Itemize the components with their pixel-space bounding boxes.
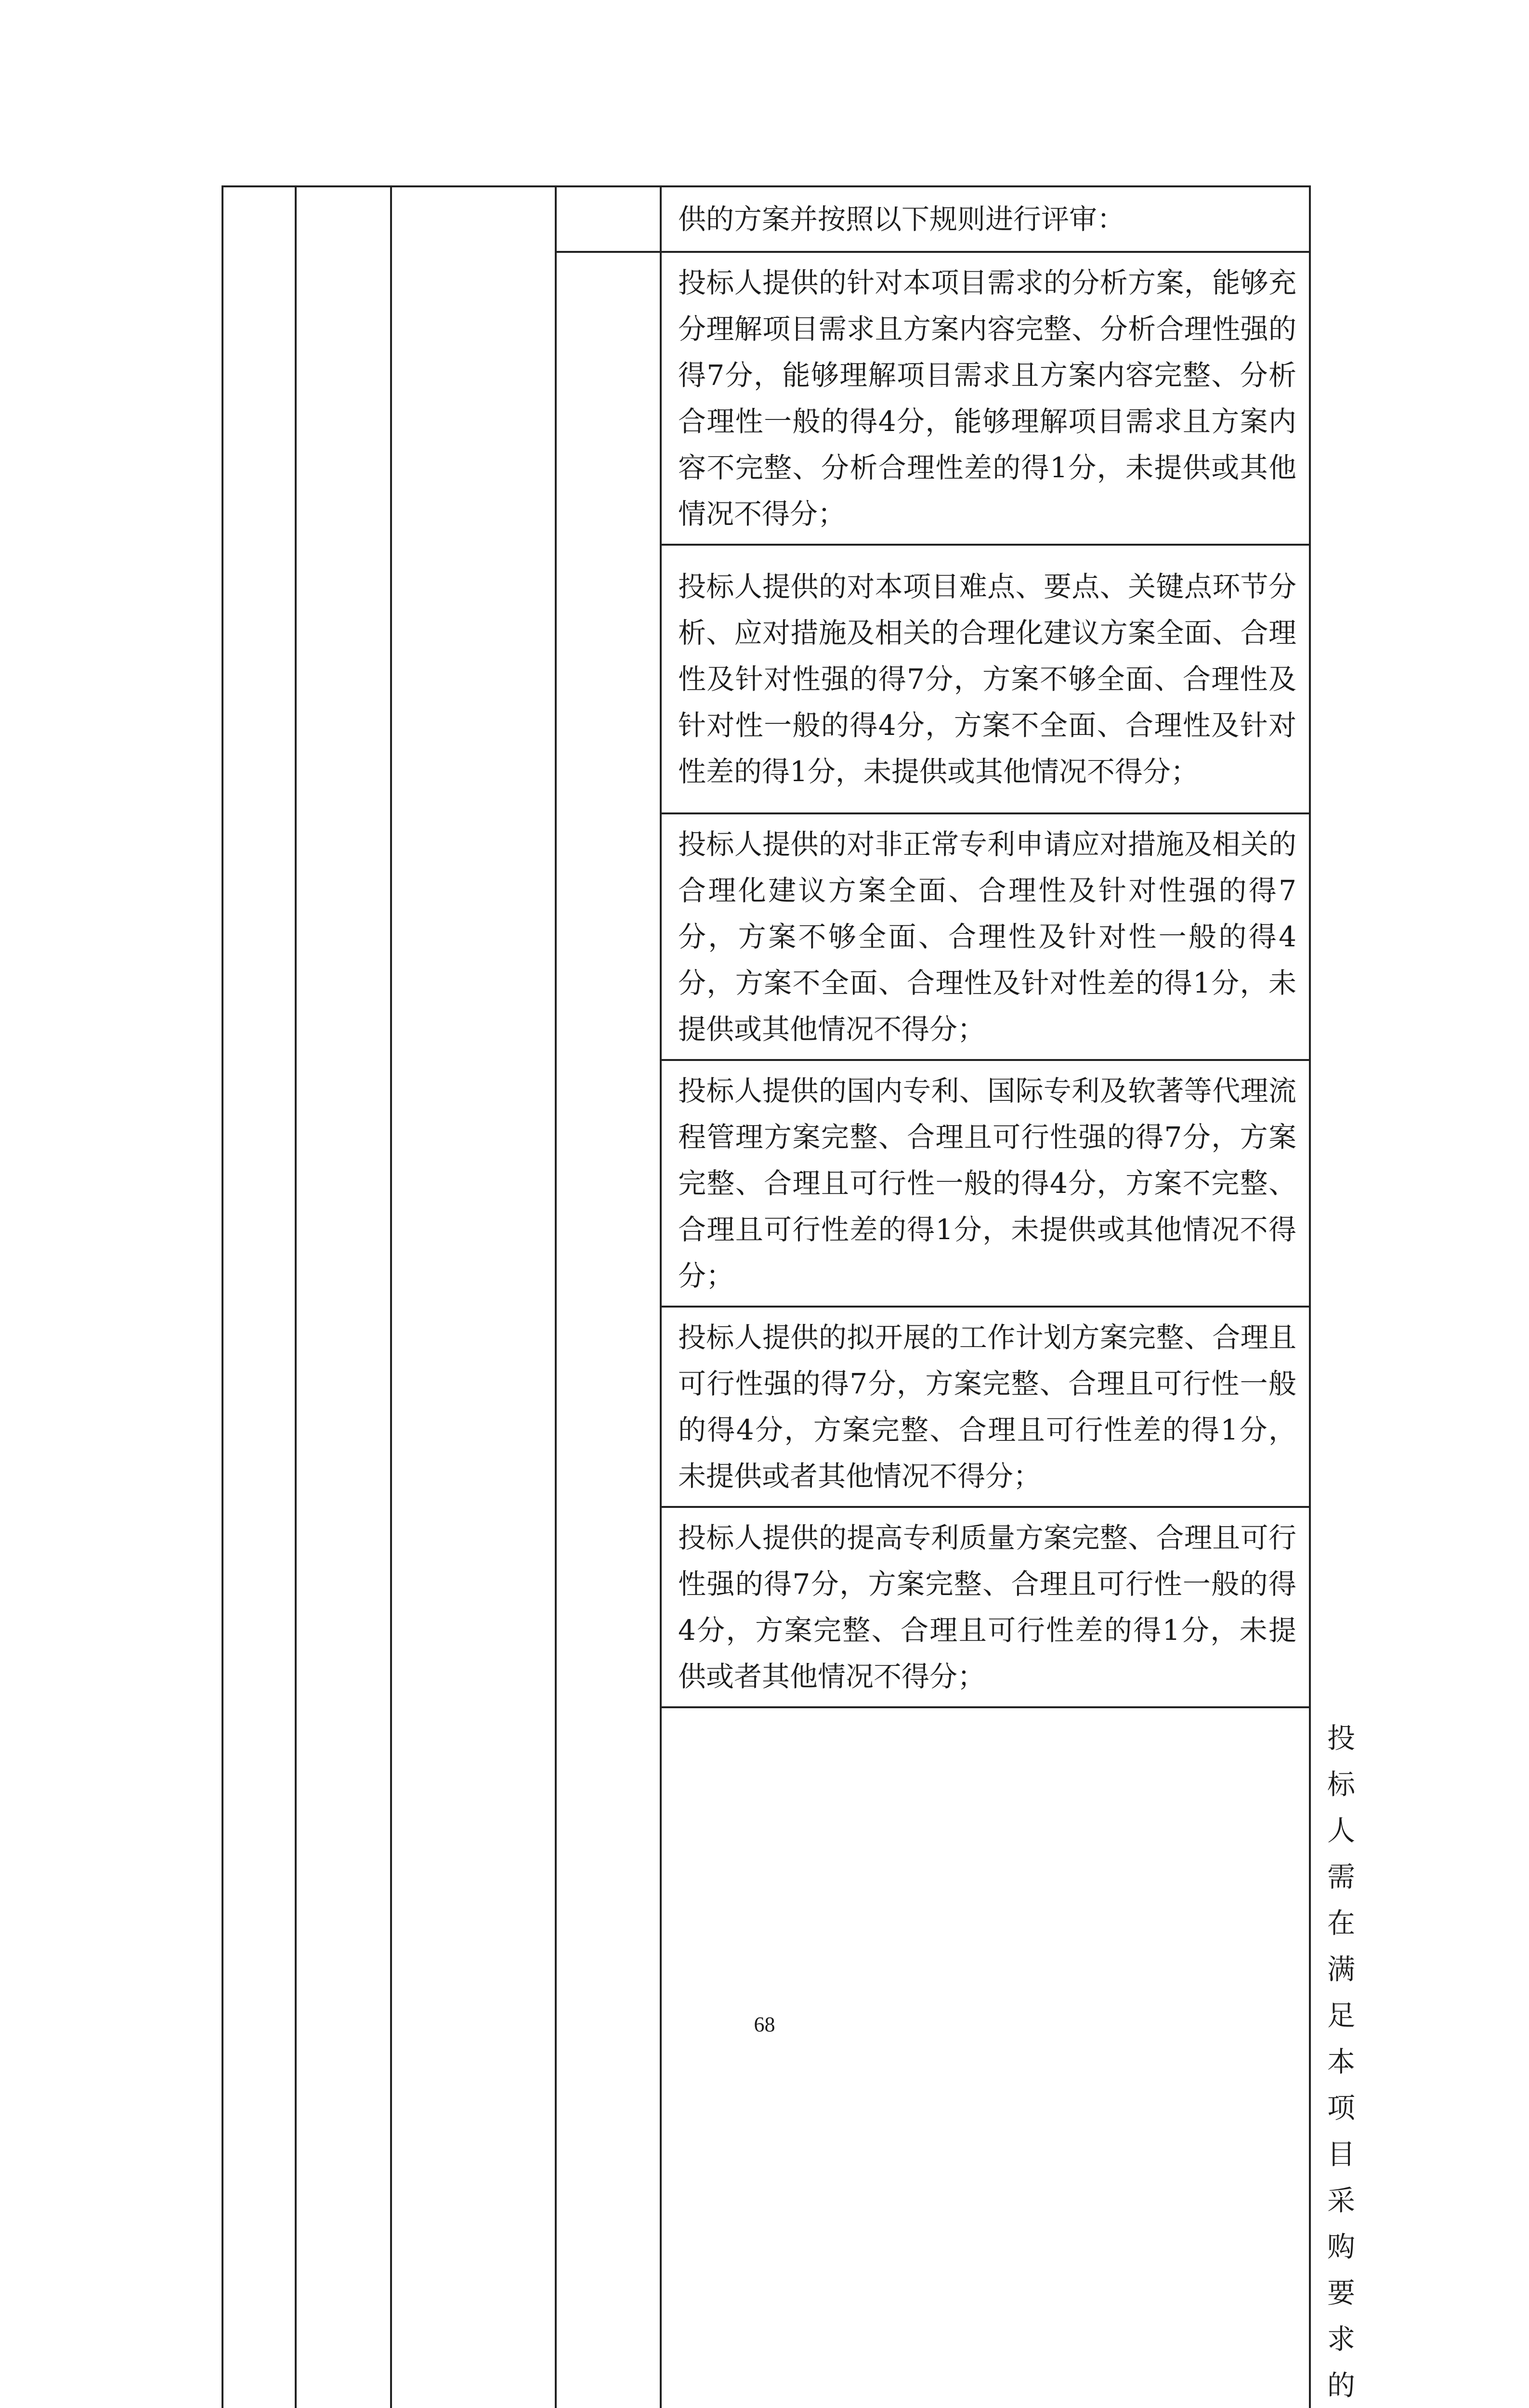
criteria-cell: 投标人提供的提高专利质量方案完整、合理且可行性强的得7分，方案完整、合理且可行性一般的得4分，方案完整、合理且可行性差的得1分，未提供或者其他情况不得分；	[661, 1507, 1310, 1707]
criteria-cell: 投标人提供的对非正常专利申请应对措施及相关的合理化建议方案全面、合理性及针对性强的得7分，方案不够全面、合理性及针对性一般的得4分，方案不全面、合理性及针对性差的得1分，未提供或其他情况不得分；	[661, 813, 1310, 1060]
score-cell-empty	[556, 186, 661, 252]
table-row	[222, 186, 1310, 252]
item-cell-continued	[391, 186, 556, 2408]
page-number: 68	[754, 2013, 775, 2036]
scoring-table	[222, 185, 1356, 2408]
table-row-8: 投标人需在满足本项目采购要求的	[222, 1707, 1310, 2408]
category-cell-continued	[296, 186, 391, 2408]
index-cell-continued	[222, 186, 296, 2408]
index-cell	[661, 1707, 1310, 2408]
criteria-cell: 投标人提供的国内专利、国际专利及软著等代理流程管理方案完整、合理且可行性强的得7分，方案完整、合理且可行性一般的得4分，方案不完整、合理且可行性差的得1分，未提供或其他情况不得分；	[661, 1060, 1310, 1307]
criteria-cell: 投标人提供的对本项目难点、要点、关键点环节分析、应对措施及相关的合理化建议方案全面、合理性及针对性强的得7分，方案不够全面、合理性及针对性一般的得4分，方案不全面、合理性及针对性差的得1分，未提供或其他情况不得分；	[661, 545, 1310, 813]
criteria-cell: 投标人提供的拟开展的工作计划方案完整、合理且可行性强的得7分，方案完整、合理且可行性一般的得4分，方案完整、合理且可行性差的得1分，未提供或者其他情况不得分；	[661, 1307, 1310, 1507]
criteria-cell: 供的方案并按照以下规则进行评审：	[661, 186, 1310, 252]
criteria-cell: 投标人提供的针对本项目需求的分析方案，能够充分理解项目需求且方案内容完整、分析合理性强的得7分，能够理解项目需求且方案内容完整、分析合理性一般的得4分，能够理解项目需求且方案内容不完整、分析合理性差的得1分，未提供或其他情况不得分；	[661, 252, 1310, 545]
group-score-cell	[556, 252, 661, 2408]
